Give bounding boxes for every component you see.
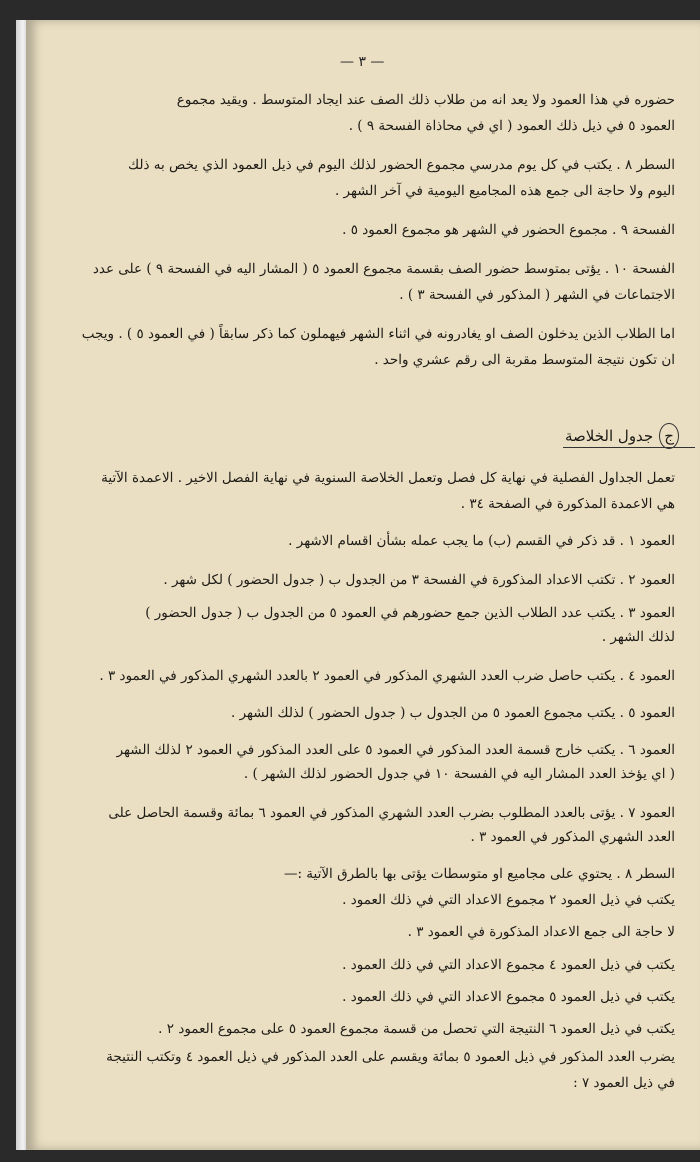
text-line: اما الطلاب الذين يدخلون الصف او يغادرونه في اثناء الشهر فيهملون كما ذكر سابقاً ( في العمود ٥ ) . ويجب — [81, 326, 675, 342]
text-line: يكتب في ذيل العمود ٢ مجموع الاعداد التي في ذلك العمود . — [342, 892, 675, 908]
section-marker: ج — [659, 423, 679, 449]
section-heading — [565, 423, 679, 449]
text-line: الاجتماعات في الشهر ( المذكور في الفسحة ٣ ) . — [399, 287, 675, 303]
section-heading-label: جدول الخلاصة — [565, 427, 654, 445]
page-number: — ٣ — — [340, 54, 385, 70]
text-line: هي الاعمدة المذكورة في الصفحة ٣٤ . — [460, 496, 675, 512]
text-line: العمود ٧ . يؤتى بالعدد المطلوب بضرب العدد الشهري المذكور في العمود ٦ بمائة وقسمة الحاصل على — [108, 805, 675, 821]
text-line: ان تكون نتيجة المتوسط مقربة الى رقم عشري واحد . — [374, 352, 675, 368]
text-line: الفسحة ٩ . مجموع الحضور في الشهر هو مجموع العمود ٥ . — [342, 222, 675, 238]
text-line: في ذيل العمود ٧ : — [573, 1075, 675, 1091]
text-line: العدد الشهري المذكور في العمود ٣ . — [470, 829, 675, 845]
text-line: يكتب في ذيل العمود ٦ النتيجة التي تحصل من قسمة مجموع العمود ٥ على مجموع العمود ٢ . — [158, 1021, 675, 1037]
text-line: العمود ٢ . تكتب الاعداد المذكورة في الفسحة ٣ من الجدول ب ( جدول الحضور ) لكل شهر . — [163, 572, 675, 588]
text-line: تعمل الجداول الفصلية في نهاية كل فصل وتعمل الخلاصة السنوية في نهاية الفصل الاخير . الاعمدة الآتية — [101, 470, 675, 486]
text-line: العمود ٦ . يكتب خارج قسمة العدد المذكور في العمود ٥ على العدد المذكور في العمود ٢ لذلك الشهر — [116, 742, 675, 758]
text-line: لذلك الشهر . — [601, 629, 675, 645]
text-line: العمود ١ . قد ذكر في القسم (ب) ما يجب عمله بشأن اقسام الاشهر . — [288, 533, 675, 549]
heading-underline — [563, 447, 695, 448]
text-line: اليوم ولا حاجة الى جمع هذه المجاميع اليومية في آخر الشهر . — [334, 183, 675, 199]
text-line: حضوره في هذا العمود ولا يعد انه من طلاب ذلك الصف عند ايجاد المتوسط . ويقيد مجموع — [176, 92, 675, 108]
text-line: السطر ٨ . يحتوي على مجاميع او متوسطات يؤتى بها بالطرق الآتية :— — [283, 866, 675, 882]
text-line: العمود ٥ . يكتب مجموع العمود ٥ من الجدول ب ( جدول الحضور ) لذلك الشهر . — [230, 705, 675, 721]
text-line: يضرب العدد المذكور في ذيل العمود ٥ بمائة ويقسم على العدد المذكور في ذيل العمود ٤ وتكتب النتيجة — [106, 1049, 675, 1065]
text-line: العمود ٥ في ذيل ذلك العمود ( اي في محاذاة الفسحة ٩ ) . — [348, 118, 675, 134]
text-line: العمود ٣ . يكتب عدد الطلاب الذين جمع حضورهم في العمود ٥ من الجدول ب ( جدول الحضور ) — [145, 605, 675, 621]
text-line: ( اي يؤخذ العدد المشار اليه في الفسحة ١٠ في جدول الحضور لذلك الشهر ) . — [243, 766, 675, 782]
text-line: العمود ٤ . يكتب حاصل ضرب العدد الشهري المذكور في العمود ٢ بالعدد الشهري المذكور في العمود ٣ . — [99, 668, 675, 684]
text-line: يكتب في ذيل العمود ٥ مجموع الاعداد التي في ذلك العمود . — [342, 989, 675, 1005]
text-line: لا حاجة الى جمع الاعداد المذكورة في العمود ٣ . — [407, 924, 675, 940]
text-line: يكتب في ذيل العمود ٤ مجموع الاعداد التي في ذلك العمود . — [342, 957, 675, 973]
text-line: الفسحة ١٠ . يؤتى بمتوسط حضور الصف بقسمة مجموع العمود ٥ ( المشار اليه في الفسحة ٩ ) على عدد — [92, 261, 675, 277]
text-line: السطر ٨ . يكتب في كل يوم مدرسي مجموع الحضور لذلك اليوم في ذيل العمود الذي يخص به ذلك — [127, 157, 675, 173]
